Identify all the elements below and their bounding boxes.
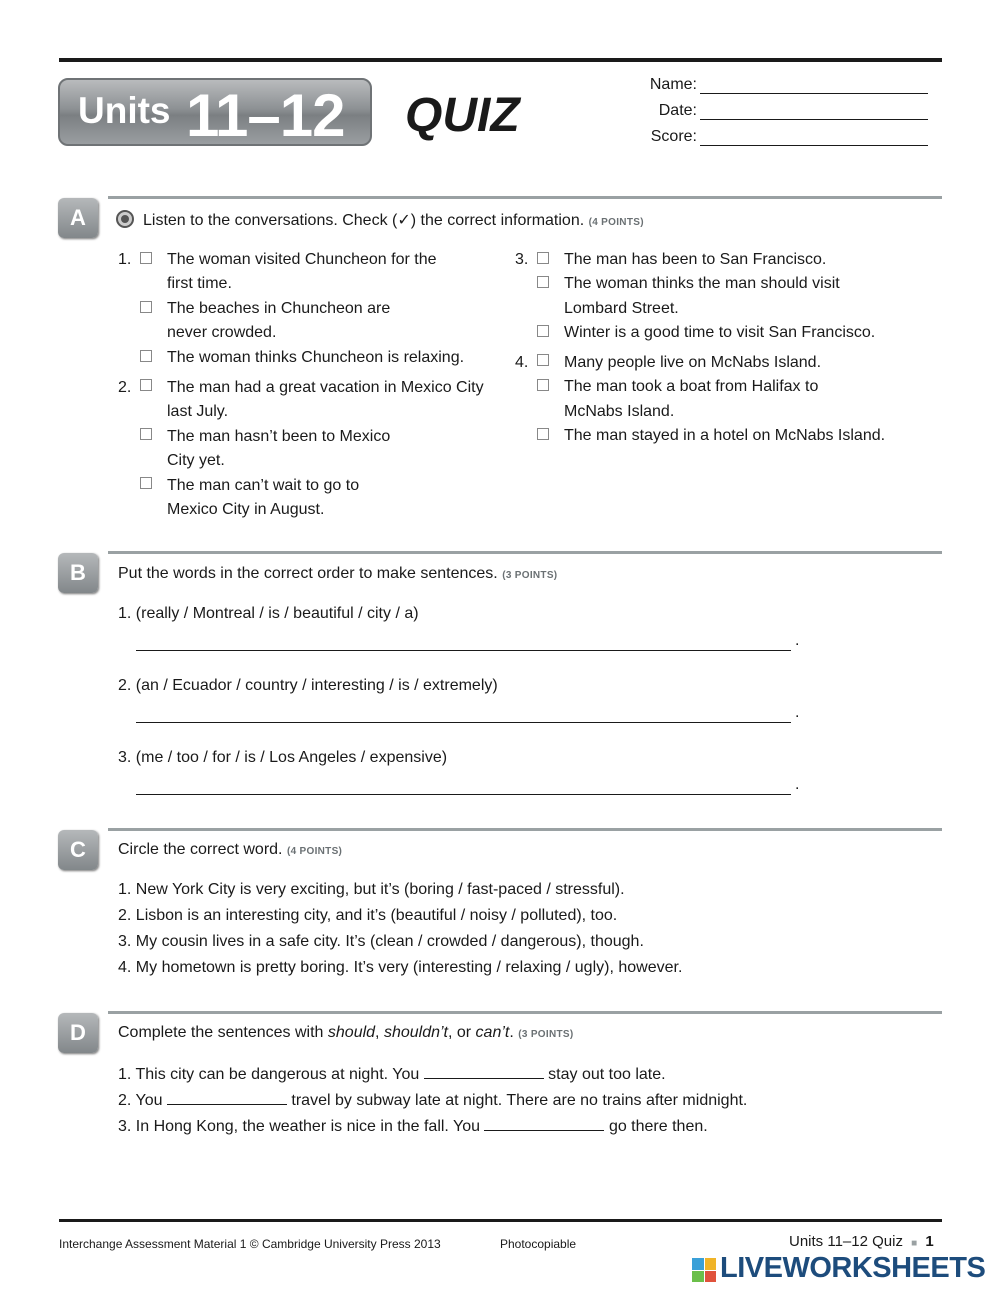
b1-answer-line[interactable] [136, 650, 791, 651]
q3-number: 3. [515, 251, 529, 268]
q1-option3-checkbox[interactable] [140, 350, 152, 362]
q4-number: 4. [515, 354, 529, 371]
d-sep2: , or [447, 1024, 476, 1041]
q3-option1-line1: The man has been to San Francisco. [564, 251, 827, 268]
q2-option1-line2: last July. [167, 403, 229, 420]
section-b-points: (3 POINTS) [502, 570, 558, 581]
section-b-badge: B [58, 553, 98, 593]
name-field[interactable] [640, 76, 928, 96]
q1-option1-checkbox[interactable] [140, 252, 152, 264]
section-c-rule [108, 828, 942, 831]
q2-option2-line1: The man hasn’t been to Mexico [167, 428, 391, 445]
c3-sentence[interactable]: 3. My cousin lives in a safe city. It’s (clean / crowded / dangerous), though. [118, 933, 644, 950]
section-a-instruction-text: Listen to the conversations. Check (✓) the correct information. [143, 212, 585, 229]
b1-prompt: 1. (really / Montreal / is / beautiful / city / a) [118, 605, 419, 622]
footer-photocopiable: Photocopiable [500, 1237, 577, 1251]
q1-option1-line1: The woman visited Chuncheon for the [167, 251, 437, 268]
q2-option2-line2: City yet. [167, 452, 225, 469]
units-label: Units [78, 90, 171, 131]
q4-option2-line1: The man took a boat from Halifax to [564, 378, 819, 395]
q3-option3-line1: Winter is a good time to visit San Francisco. [564, 324, 876, 341]
d-end: . [509, 1024, 514, 1041]
d-instr-pre: Complete the sentences with [118, 1024, 328, 1041]
score-line[interactable] [700, 145, 928, 146]
footer-page-label [789, 1233, 934, 1250]
q4-option1-checkbox[interactable] [537, 354, 549, 366]
q2-option2-checkbox[interactable] [140, 428, 152, 440]
page-label-text: Units 11–12 Quiz [789, 1233, 903, 1250]
date-label: Date: [658, 102, 697, 119]
liveworksheets-watermark[interactable]: LIVEWORKSHEETS [720, 1252, 986, 1284]
d1-blank[interactable] [424, 1064, 544, 1079]
name-label: Name: [649, 76, 697, 93]
score-field[interactable] [640, 128, 928, 148]
page-number: 1 [925, 1233, 934, 1250]
section-d-instruction [118, 1024, 573, 1042]
q1-number: 1. [118, 251, 132, 268]
q3-option3-checkbox[interactable] [537, 325, 549, 337]
q4-option2-line2: McNabs Island. [564, 403, 675, 420]
d1-pre: 1. This city can be dangerous at night. You [118, 1066, 420, 1083]
d2-pre: 2. You [118, 1092, 163, 1109]
q1-option1-line2: first time. [167, 275, 232, 292]
q2-option1-checkbox[interactable] [140, 379, 152, 391]
section-a-badge: A [58, 198, 98, 238]
b3-prompt: 3. (me / too / for / is / Los Angeles / expensive) [118, 749, 448, 766]
c4-sentence[interactable]: 4. My hometown is pretty boring. It’s very (interesting / relaxing / ugly), however. [118, 959, 683, 976]
name-line[interactable] [700, 93, 928, 94]
date-field[interactable] [640, 102, 928, 122]
q1-option2-line1: The beaches in Chuncheon are [167, 300, 391, 317]
d1-sentence [118, 1064, 666, 1085]
section-c-instruction [118, 841, 342, 859]
q3-option1-checkbox[interactable] [537, 252, 549, 264]
liveworksheets-logo-icon [692, 1258, 716, 1282]
section-d-points: (3 POINTS) [518, 1029, 574, 1040]
section-d-badge: D [58, 1013, 98, 1053]
b3-answer-line[interactable] [136, 794, 791, 795]
q2-option3-line1: The man can’t wait to go to [167, 477, 360, 494]
footer-copyright: Interchange Assessment Material 1 © Cambridge University Press 2013 [59, 1237, 441, 1251]
d2-sentence [118, 1090, 747, 1111]
section-a-instruction [143, 210, 644, 230]
score-label: Score: [650, 128, 697, 145]
d2-post: travel by subway late at night. There are no trains after midnight. [291, 1092, 748, 1109]
d-word-should: should [327, 1024, 376, 1041]
d3-blank[interactable] [484, 1116, 604, 1131]
units-number: 11–12 [186, 82, 345, 149]
d3-pre: 3. In Hong Kong, the weather is nice in the fall. You [118, 1118, 481, 1135]
q4-option3-checkbox[interactable] [537, 428, 549, 440]
q2-option3-line2: Mexico City in August. [167, 501, 325, 518]
q4-option2-checkbox[interactable] [537, 379, 549, 391]
q1-option3-line1: The woman thinks Chuncheon is relaxing. [167, 349, 465, 366]
q4-option1-line1: Many people live on McNabs Island. [564, 354, 822, 371]
section-c-points: (4 POINTS) [286, 846, 343, 857]
section-c-badge: C [58, 830, 98, 870]
d2-blank[interactable] [167, 1090, 287, 1105]
section-a-points: (4 POINTS) [588, 217, 644, 228]
section-b-instruction [118, 565, 557, 583]
q3-option2-line1: The woman thinks the man should visit [564, 275, 840, 292]
c1-sentence[interactable]: 1. New York City is very exciting, but it’s (boring / fast-paced / stressful). [118, 881, 625, 898]
b2-answer-line[interactable] [136, 722, 791, 723]
date-line[interactable] [700, 119, 928, 120]
c2-sentence[interactable]: 2. Lisbon is an interesting city, and it’s (beautiful / noisy / polluted), too. [118, 907, 618, 924]
bullet-icon: ■ [911, 1238, 918, 1249]
audio-icon[interactable] [116, 210, 134, 228]
d-word-cant: can’t [475, 1024, 510, 1041]
q3-option2-checkbox[interactable] [537, 276, 549, 288]
d-sep1: , [375, 1024, 384, 1041]
b3-period: . [795, 776, 800, 793]
q2-option1-line1: The man had a great vacation in Mexico City [167, 379, 484, 396]
b1-period: . [795, 632, 800, 649]
b2-prompt: 2. (an / Ecuador / country / interesting / is / extremely) [118, 677, 498, 694]
section-b-instruction-text: Put the words in the correct order to make sentences. [118, 565, 498, 582]
q4-option3-line1: The man stayed in a hotel on McNabs Island. [564, 427, 886, 444]
q2-number: 2. [118, 379, 132, 396]
d-word-shouldnt: shouldn’t [383, 1024, 448, 1041]
section-d-rule [108, 1011, 942, 1014]
q2-option3-checkbox[interactable] [140, 477, 152, 489]
top-rule [59, 58, 942, 62]
q1-option2-line2: never crowded. [167, 324, 277, 341]
d1-post: stay out too late. [548, 1066, 666, 1083]
footer-rule [59, 1219, 942, 1222]
section-b-rule [108, 551, 942, 554]
q3-option2-line2: Lombard Street. [564, 300, 679, 317]
q1-option2-checkbox[interactable] [140, 301, 152, 313]
d3-post: go there then. [608, 1118, 708, 1135]
b2-period: . [795, 704, 800, 721]
section-c-instruction-text: Circle the correct word. [118, 841, 283, 858]
section-a-rule [108, 196, 942, 199]
units-banner [58, 78, 372, 149]
d3-sentence [118, 1116, 708, 1137]
quiz-title: QUIZ [405, 89, 520, 142]
